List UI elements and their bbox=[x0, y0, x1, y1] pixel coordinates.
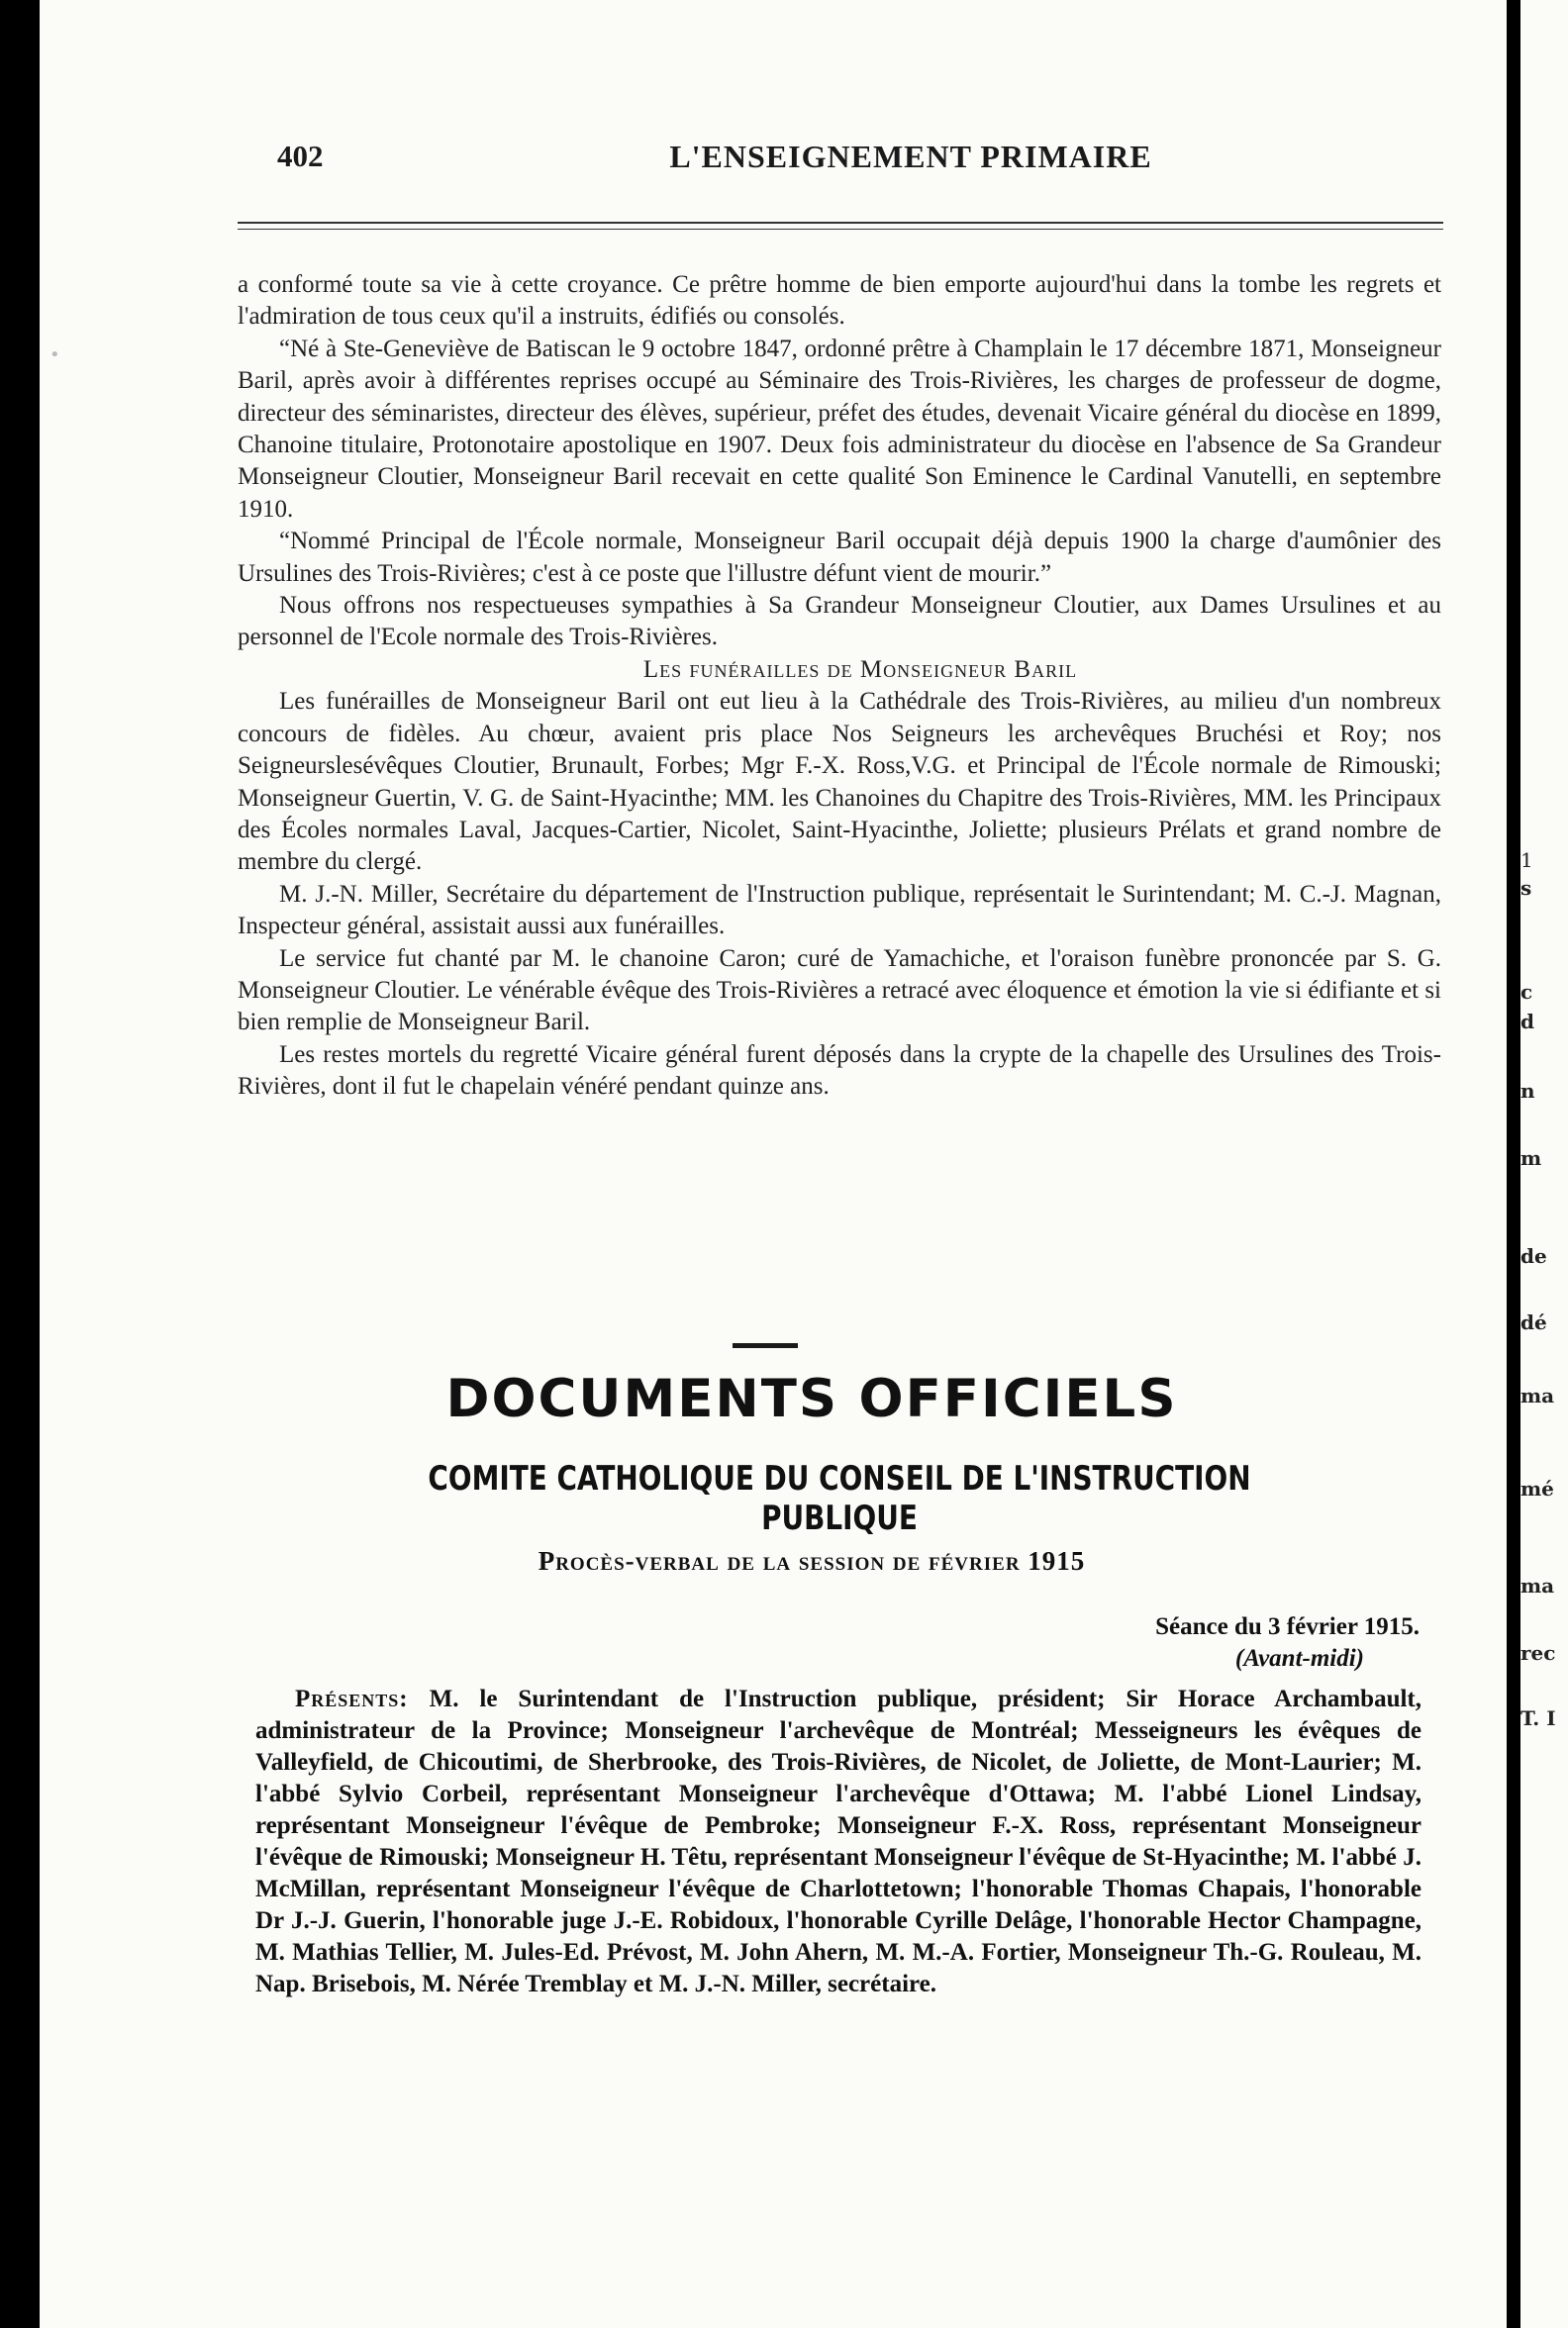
edge-fragment: dé bbox=[1520, 1310, 1547, 1334]
funeral-paragraph-4: Les restes mortels du regretté Vicaire général furent déposés dans la crypte de la chapelle des Ursulines des Trois-Rivières, dont il fut le chapelain vénéré pendant quinze ans. bbox=[238, 1040, 1441, 1101]
presents-text: M. le Surintendant de l'Instruction publique, président; Sir Horace Archambault, administrateur de la Province; Monseigneur l'archevêque de Montréal; Messeigneurs les évêques de Valleyfield, de Chicoutimi, de Sherbrooke, des Trois-Rivières, de Nicolet, de Joliette, de Mont-Laurier; M. l'abbé Sylvio Corbeil, représentant Monseigneur l'archevêque d'Ottawa; M. l'abbé Lionel Lindsay, représentant Monseigneur l'évêque de Pembroke; Monseigneur F.-X. Ross, représentant Monseigneur l'évêque de Rimouski; Monseigneur H. Têtu, représentant Monseigneur l'évêque de St-Hyacinthe; M. l'abbé J. McMillan, représentant Monseigneur l'évêque de Charlottetown; l'honorable Thomas Chapais, l'honorable Dr J.-J. Guerin, l'honorable juge J.-E. Robidoux, l'honorable Cyrille Delâge, l'honorable Hector Champagne, M. Mathias Tellier, M. Jules-Ed. Prévost, M. John Ahern, M. M.-A. Fortier, Monseigneur Th.-G. Rouleau, M. Nap. Brisebois, M. Nérée Tremblay et M. J.-N. Miller, secrétaire. bbox=[255, 1686, 1422, 1997]
paragraph-4: Nous offrons nos respectueuses sympathies à Sa Grandeur Monseigneur Cloutier, aux Dames Ursulines et au personnel de l'Ecole normale des Trois-Rivières. bbox=[238, 592, 1441, 651]
page-number: 402 bbox=[277, 139, 324, 173]
edge-fragment: de bbox=[1520, 1244, 1547, 1268]
adjacent-page-edge bbox=[1520, 0, 1568, 2328]
funeral-paragraph-3: Le service fut chanté par M. le chanoine Caron; curé de Yamachiche, et l'oraison funèbre prononcée par S. G. Monseigneur Cloutier. Le vénérable évêque des Trois-Rivières a retracé avec éloquence et émotion la vie si édifiante et si bien remplie de Monseigneur Baril. bbox=[238, 944, 1441, 1036]
edge-fragment: mé bbox=[1520, 1477, 1554, 1501]
proces-verbal-heading: Procès-verbal de la session de février 1915 bbox=[538, 1546, 1086, 1576]
paragraph-2: “Né à Ste-Geneviève de Batiscan le 9 octobre 1847, ordonné prêtre à Champlain le 17 décembre 1871, Monseigneur Baril, après avoir à différentes reprises occupé au Séminaire des Trois-Rivières, les charges de professeur de dogme, directeur des séminaristes, directeur des élèves, supérieur, préfet des études, devenait Vicaire général du diocèse en 1899, Chanoine titulaire, Protonotaire apostolique en 1907. Deux fois administrateur du diocèse en l'absence de Sa Grandeur Monseigneur Cloutier, Monseigneur Baril recevait en cette qualité Son Eminence le Cardinal Vanutelli, en septembre 1910. bbox=[238, 335, 1441, 523]
edge-fragment: rec bbox=[1520, 1641, 1556, 1665]
section-divider bbox=[733, 1343, 798, 1348]
funeral-paragraph-2: M. J.-N. Miller, Secrétaire du département de l'Instruction publique, représentait le Surintendant; M. C.-J. Magnan, Inspecteur général, assistait aussi aux funérailles. bbox=[238, 880, 1441, 940]
header-rule-bottom bbox=[238, 229, 1443, 230]
documents-title: DOCUMENTS OFFICIELS bbox=[445, 1369, 1178, 1429]
running-title: L'ENSEIGNEMENT PRIMAIRE bbox=[669, 139, 1152, 174]
section-heading: Les funérailles de Monseigneur Baril bbox=[642, 655, 1078, 683]
edge-fragment: m bbox=[1520, 1146, 1542, 1170]
seance-date: Séance du 3 février 1915. bbox=[1155, 1613, 1420, 1640]
scan-speck: • bbox=[49, 344, 60, 365]
seance-block bbox=[1155, 1611, 1420, 1675]
scan-gutter bbox=[1507, 0, 1520, 2328]
funeral-paragraph-1: Les funérailles de Monseigneur Baril ont eut lieu à la Cathédrale des Trois-Rivières, au milieu d'un nombreux concours de fidèles. Au chœur, avaient pris place Nos Seigneurs les archevêques Bruchési et Roy; nos Seigneurslesévêques Cloutier, Brunault, Forbes; Mgr F.-X. Ross,V.G. et Principal de l'École normale de Rimouski; Monseigneur Guertin, V. G. de Saint-Hyacinthe; MM. les Chanoines du Chapitre des Trois-Rivières, MM. les Principaux des Écoles normales Laval, Jacques-Cartier, Nicolet, Saint-Hyacinthe, Joliette; plusieurs Prélats et grand nombre de membre du clergé. bbox=[238, 688, 1441, 876]
edge-fragment: ma bbox=[1520, 1384, 1555, 1407]
seance-time: (Avant-midi) bbox=[1234, 1645, 1364, 1672]
edge-fragment: d bbox=[1520, 1010, 1534, 1033]
edge-fragment: ma bbox=[1520, 1574, 1555, 1598]
edge-fragment: T. I bbox=[1520, 1706, 1556, 1730]
presents-paragraph bbox=[255, 1684, 1421, 2000]
article-body bbox=[238, 269, 1441, 1104]
page-header bbox=[277, 139, 1485, 178]
edge-fragment: s bbox=[1520, 876, 1532, 900]
edge-fragment: c bbox=[1520, 980, 1533, 1004]
header-rule-top bbox=[238, 222, 1443, 224]
presents-label: Présents: bbox=[295, 1686, 409, 1712]
paragraph-3: “Nommé Principal de l'École normale, Monseigneur Baril occupait déjà depuis 1900 la charge d'aumônier des Ursulines des Trois-Rivières; c'est à ce poste que l'illustre défunt vient de mourir.” bbox=[238, 528, 1441, 587]
documents-subtitle: COMITE CATHOLIQUE DU CONSEIL DE L'INSTRUCTION PUBLIQUE bbox=[428, 1459, 1251, 1538]
edge-fragment: 1 bbox=[1520, 848, 1533, 872]
paragraph-1: a conformé toute sa vie à cette croyance. Ce prêtre homme de bien emporte aujourd'hui dans la tombe les regrets et l'admiration de tous ceux qu'il a instruits, édifiés ou consolés. bbox=[238, 271, 1441, 331]
edge-fragment: n bbox=[1520, 1079, 1535, 1103]
